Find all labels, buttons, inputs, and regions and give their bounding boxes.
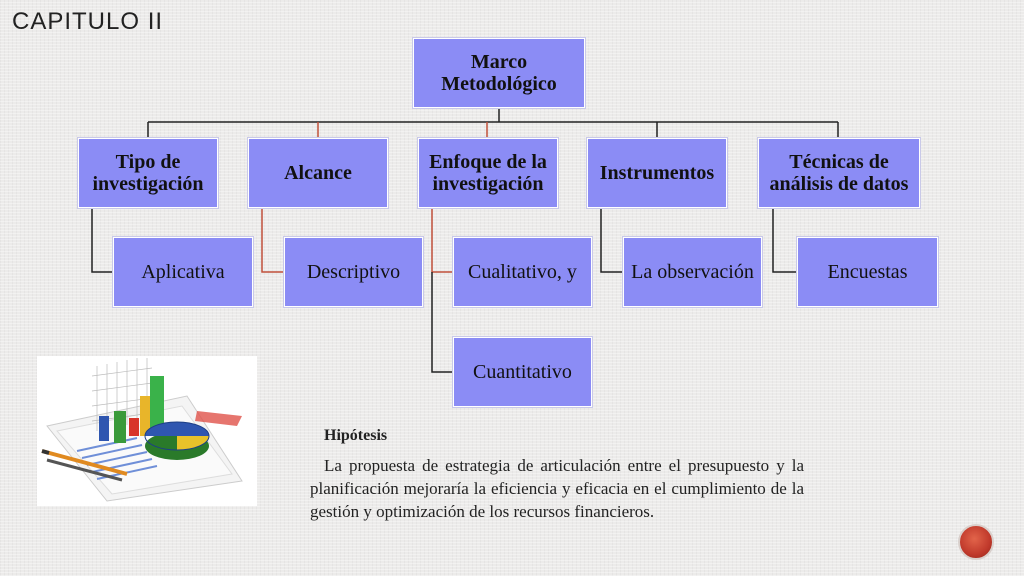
- nav-circle-button-icon[interactable]: [958, 524, 994, 560]
- chart-illustration-icon: [37, 356, 257, 506]
- category-label: Enfoque de la investigación: [429, 151, 547, 195]
- category-label: Alcance: [284, 162, 352, 184]
- item-label: Encuestas: [827, 260, 908, 283]
- item-label: Cualitativo, y: [468, 260, 577, 283]
- item-box-cualitativo: [453, 237, 592, 307]
- category-label: Instrumentos: [599, 162, 715, 184]
- item-label: Cuantitativo: [473, 360, 572, 383]
- item-box-cuantitativo: [453, 337, 592, 407]
- category-label: Técnicas de análisis de datos: [769, 151, 909, 195]
- item-box-observacion: [623, 237, 762, 307]
- category-box-tecnicas: [758, 138, 920, 208]
- category-label: Tipo de investigación: [92, 151, 204, 195]
- hypothesis-text: La propuesta de estrategia de articulación entre el presupuesto y la planificación mejoraría la eficiencia y eficacia en el cumplimiento de la gestión y optimización de los recursos financieros.: [310, 456, 804, 521]
- category-box-alcance: [248, 138, 388, 208]
- item-label: Aplicativa: [141, 260, 225, 283]
- diagram-root-label: Marco Metodológico: [441, 51, 557, 95]
- category-box-tipo: [78, 138, 218, 208]
- item-box-descriptivo: [284, 237, 423, 307]
- item-label: Descriptivo: [306, 260, 401, 283]
- diagram-root-box: [413, 38, 585, 108]
- item-box-aplicativa: [113, 237, 253, 307]
- item-label: La observación: [631, 260, 754, 283]
- item-box-encuestas: [797, 237, 938, 307]
- category-box-instrumentos: [587, 138, 727, 208]
- slide-title: CAPITULO II: [12, 8, 164, 35]
- hypothesis-heading: Hipótesis: [324, 427, 388, 444]
- category-box-enfoque: [418, 138, 558, 208]
